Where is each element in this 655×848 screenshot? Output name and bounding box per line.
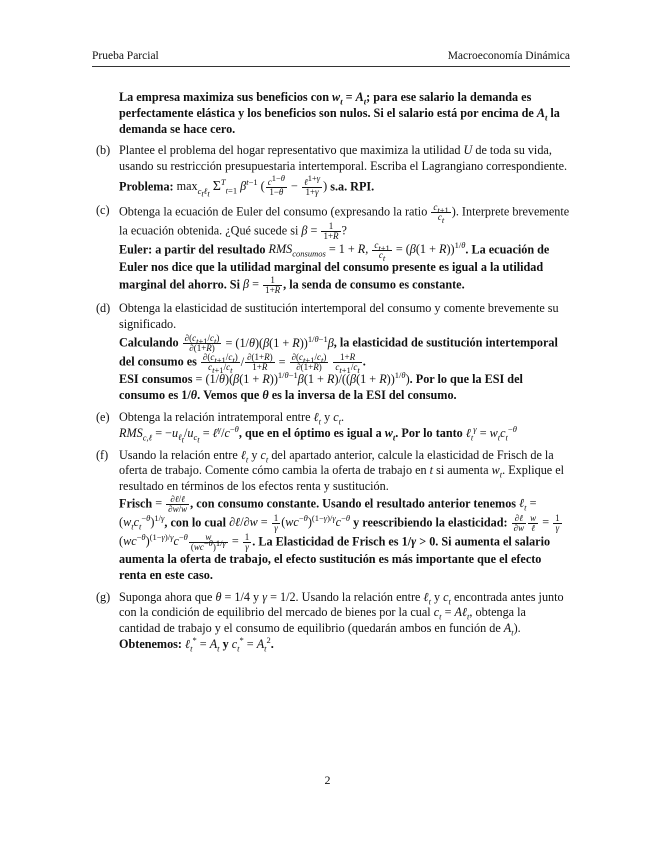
question-text: Obtenga la elasticidad de sustitución intertemporal del consumo y comente brevemente su significado. xyxy=(119,300,559,331)
page-body xyxy=(92,90,570,653)
question-text: Usando la relación entre ℓ$_t$ y $c_t$ del apartado anterior, calcule la elasticidad de Frisch de la oferta de trabajo. Comente cómo cambia la oferta de trabajo en t si aumenta $w_t$. Explique el resultado en términos de los efectos renta y sustitución. xyxy=(119,447,565,494)
answer-g: Obtenemos: ℓ$_t$* = $A_t$ y $c_t^* = A_t^2$. xyxy=(119,634,274,654)
item-label: (f) xyxy=(96,447,109,462)
item-label: (g) xyxy=(96,589,111,604)
answer-c: Euler: a partir del resultado $RMS_{consumos} = 1 + R$, $\frac{c_{t+1}}{c_t}$ = $(\beta(1 + R))^{1/\theta}$. La ecuación de Euler nos dice que la utilidad marginal del consumo presente es igual a la utilidad marginal del ahorro. Si β = $\frac{1}{1+R}$ , la senda de consumo es constante. xyxy=(119,239,550,295)
question-text: Plantee el problema del hogar representativo que maximiza la utilidad U de toda su vida, usando su restricción presupuestaria intertemporal. Escriba el Lagrangiano correspondiente. xyxy=(119,143,568,174)
item-label: (e) xyxy=(96,409,110,424)
question-g xyxy=(92,590,570,653)
question-b xyxy=(92,143,570,197)
question-f xyxy=(92,448,570,584)
answer-d: Calculando $\frac{\partial(c_{t+1}/c_t)}{\partial(1+R)}$ = $(1/\theta)(\beta(1 + R))^{1/\theta-1}\beta$, la elasticidad de sustitución intertemporal del consumo es $\frac{\partial(c_{t+1}/c_t)}{c_{t+1}/c_t}$ / $\frac{\partial(1+R)}{1+R}$ = $\frac{\partial(c_{t+1}/c_t)}{\partial(1+R)}$ $\frac{1+R}{c_{t+1}/c_t}$ . ESI consumos = $(1/\theta)(\beta(1 + R))^{1/\theta-1}\beta(1 + R)/((\beta(1 + R))^{1/\theta})$. Por lo que la ESI del consumo es 1/θ. Vemos que θ es la inversa de la ESI del consumo. xyxy=(119,333,558,403)
answer-b: Problema: $\max_{c_t\ell_t} \Sigma^T_{t=1}$ $\beta^{t-1}$ ( $\frac{c^{1-\theta}}{1-\theta}$ − $\frac{\ell^{1+\gamma}}{1+\gamma}$ ) s.a. RPI. xyxy=(119,172,375,199)
item-label: (d) xyxy=(96,300,111,315)
question-text: Obtenga la ecuación de Euler del consumo (expresando la ratio $\frac{c_{t+1}}{c_t}$ ). Interprete brevemente la ecuación obtenida. ¿Qué sucede si β = $\frac{1}{1+R}$ ? xyxy=(119,201,570,241)
question-text: Suponga ahora que θ = 1/4 y γ = 1/2. Usando la relación entre ℓ$_t$ y $c_t$ encontrada antes junto con la condición de equilibrio del mercado de bienes por la cual $c_t$ = Aℓ$_t$, obtenga la cantidad de trabajo y el consumo de equilibrio (quedarán ambos en función de $A_t$). xyxy=(119,589,564,638)
page-number: 2 xyxy=(324,773,331,787)
question-c xyxy=(92,203,570,295)
answer-a: La empresa maximiza sus beneficios con $w_t = A_t$; para ese salario la demanda es perfectamente elástica y los beneficios son nulos. Si el salario está por encima de $A_t$ la demanda se hace cero. xyxy=(119,90,560,136)
running-header-left: Prueba Parcial xyxy=(92,50,159,62)
answer-f: Frisch = $\frac{\text{∂ℓ/ℓ}}{\partial w/w}$ , con consumo constante. Usando el resultado anterior tenemos ℓ$_t$ = $(w_tc_t^{-\theta})^{1/\gamma}$, con lo cual ∂ℓ/∂w = $\frac{1}{\gamma}$ $(wc^{-\theta})^{(1-\gamma)/\gamma}c^{-\theta}$ y reescribiendo la elasticidad: $\frac{\text{∂ℓ}}{\partial w}$ $\frac{w}{\text{ℓ}}$ = $\frac{1}{\gamma}$ $(wc^{-\theta})^{(1-\gamma)/\gamma}c^{-\theta}$ $\frac{w}{(wc^{-\theta})^{1/\gamma}}$ = $\frac{1}{\gamma}$ . La Elasticidad de Frisch es 1/γ > 0. Si aumenta el salario aumenta la oferta de trabajo, el efecto sustitución es más importante que el efecto renta en este caso. xyxy=(119,493,560,582)
header-rule xyxy=(92,66,570,67)
question-e xyxy=(92,409,570,445)
item-label: (b) xyxy=(96,143,111,158)
question-d xyxy=(92,301,570,404)
question-text: Obtenga la relación intratemporal entre ℓ$_t$ y $c_t$. xyxy=(119,409,345,427)
answer-e: $RMS_{c,\ell} = -u_{\ell_t}/u_{c_t}$ = $\ell^\gamma/c^{-\theta}$, que en el óptimo es igual a $w_t$. Por lo tanto ℓ$_t^\gamma$ = $w_tc_t^{-\theta}$ xyxy=(119,423,517,445)
item-label: (c) xyxy=(96,202,110,217)
running-header-right: Macroeconomía Dinámica xyxy=(447,50,570,62)
